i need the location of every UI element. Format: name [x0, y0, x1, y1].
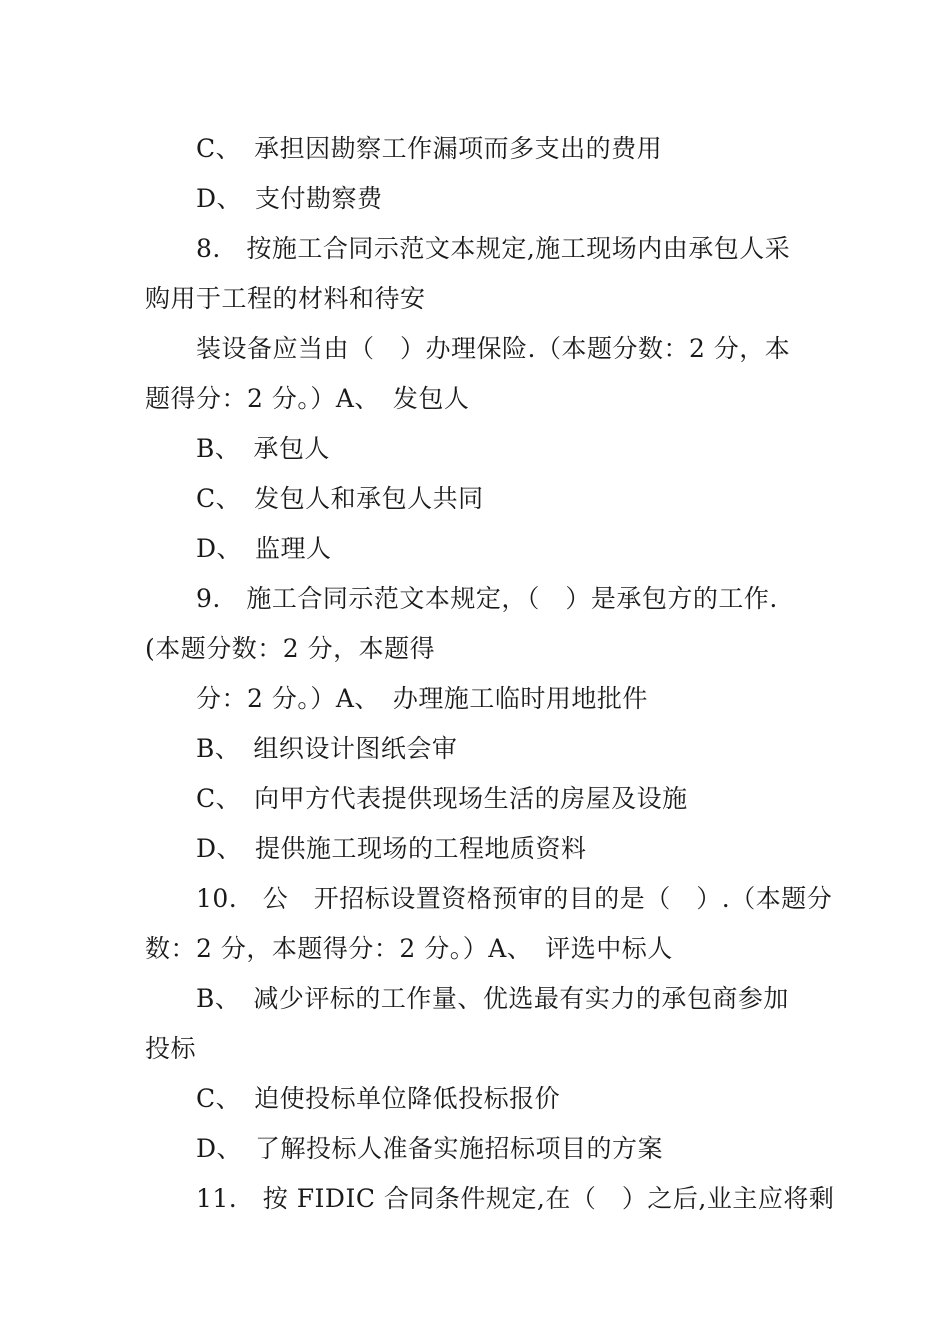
question-8-line-4: 题得分：2 分。）A、 发包人	[145, 384, 470, 413]
question-11-line-1: 11. 按 FIDIC 合同条件规定,在（ ）之后,业主应将剩	[196, 1184, 835, 1213]
question-8-line-3: 装设备应当由（ ）办理保险.（本题分数：2 分，本	[196, 334, 791, 363]
option-d-q9: D、 提供施工现场的工程地质资料	[196, 834, 587, 863]
option-d-q10: D、 了解投标人准备实施招标项目的方案	[196, 1134, 664, 1163]
question-10-line-2: 数：2 分，本题得分：2 分。）A、 评选中标人	[145, 934, 673, 963]
option-b-q9: B、 组织设计图纸会审	[196, 734, 458, 763]
option-d-q8: D、 监理人	[196, 534, 332, 563]
question-9-line-1: 9. 施工合同示范文本规定，（ ）是承包方的工作.	[196, 584, 778, 613]
question-10-line-1: 10. 公 开招标设置资格预审的目的是（ ）.（本题分	[196, 884, 833, 913]
option-b-q8: B、 承包人	[196, 434, 330, 463]
option-c-q10: C、 迫使投标单位降低投标报价	[196, 1084, 561, 1113]
option-d-q7: D、 支付勘察费	[196, 184, 383, 213]
option-c-q7: C、 承担因勘察工作漏项而多支出的费用	[196, 134, 663, 163]
option-b-q10-continued: 投标	[145, 1034, 197, 1063]
question-9-line-2: (本题分数：2 分，本题得	[145, 634, 436, 663]
question-8-line-2: 购用于工程的材料和待安	[145, 284, 426, 313]
option-b-q10: B、 减少评标的工作量、优选最有实力的承包商参加	[196, 984, 789, 1013]
question-9-line-3: 分：2 分。）A、 办理施工临时用地批件	[196, 684, 648, 713]
option-c-q8: C、 发包人和承包人共同	[196, 484, 484, 513]
option-c-q9: C、 向甲方代表提供现场生活的房屋及设施	[196, 784, 688, 813]
question-8-line-1: 8. 按施工合同示范文本规定,施工现场内由承包人采	[196, 234, 791, 263]
